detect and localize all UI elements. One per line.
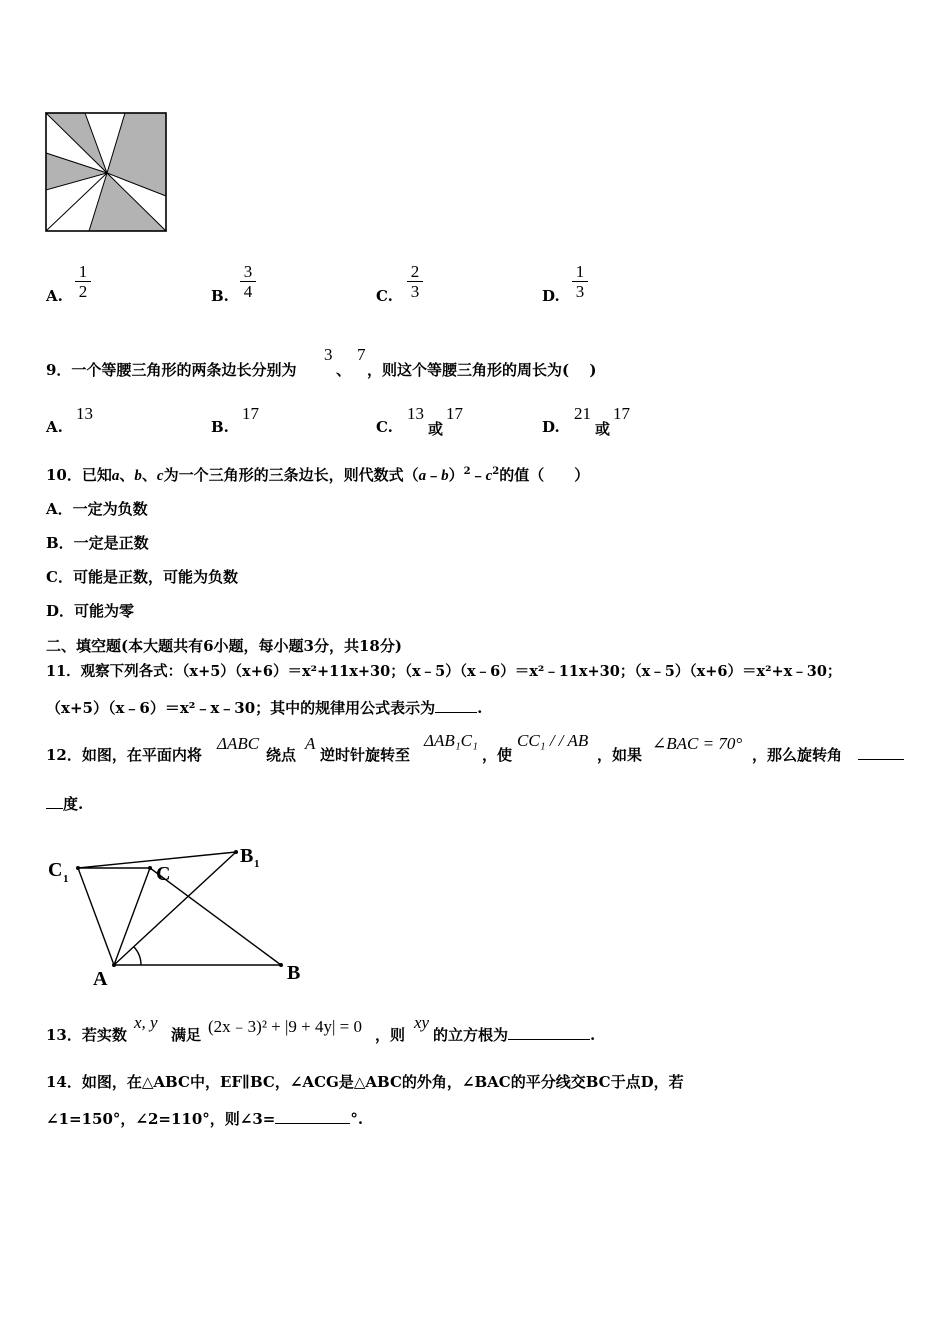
q10-suffix: 的值（ ） bbox=[499, 466, 590, 484]
q9-option-a-letter: A. bbox=[46, 418, 63, 436]
q9-option-b-value: 17 bbox=[242, 404, 259, 423]
q12-text: 12．如图，在平面内将 bbox=[46, 746, 202, 764]
q9-question bbox=[46, 359, 296, 380]
label-c1: C bbox=[48, 859, 63, 881]
q9-separator: 、 bbox=[336, 361, 352, 379]
q11-line-2 bbox=[46, 697, 482, 718]
q9-option-c-value-1: 13 bbox=[407, 404, 424, 423]
q12-text: ，那么旋转角 bbox=[752, 746, 843, 764]
answer-blank[interactable] bbox=[508, 1025, 590, 1040]
q13-tail bbox=[433, 1024, 595, 1045]
q13-math-equation: (2x﹣3)² + |9 + 4y| = 0 bbox=[208, 1017, 362, 1036]
q9-option-d-letter: D. bbox=[542, 418, 560, 436]
q9-option-d-or: 或 bbox=[595, 420, 611, 438]
q9-option-c-letter: C. bbox=[376, 418, 393, 436]
rotation-figure bbox=[44, 840, 314, 990]
minus-sign: ﹣ bbox=[470, 466, 486, 484]
q8-option-d-letter: D. bbox=[542, 287, 560, 305]
q12-text: ，如果 bbox=[597, 746, 643, 764]
q10-option-d: D．可能为零 bbox=[46, 602, 135, 620]
q11-end: . bbox=[477, 699, 483, 717]
q11-line-1: 11．观察下列各式：（x+5）（x+6）＝x²+11x+30；（x﹣5）（x﹣6）＝x²﹣11x+30；（x﹣5）（x+6）＝x²+x﹣30； bbox=[46, 663, 842, 680]
denominator: 3 bbox=[410, 282, 420, 301]
q10-middle: 为一个三角形的三条边长，则代数式（ bbox=[163, 466, 419, 484]
label-a: A bbox=[93, 968, 108, 990]
q10-prefix: 10．已知 bbox=[46, 466, 112, 484]
var-a: a bbox=[418, 468, 427, 484]
var-b: b bbox=[134, 468, 142, 484]
pinwheel-square-figure bbox=[45, 112, 167, 232]
denominator: 4 bbox=[243, 282, 253, 301]
q8-option-b-fraction bbox=[240, 262, 256, 302]
q9-option-c-or: 或 bbox=[428, 420, 444, 438]
q13-text: 满足 bbox=[171, 1026, 202, 1044]
minus-sign: ﹣ bbox=[426, 466, 442, 484]
q9-option-d-value-1: 21 bbox=[574, 404, 591, 423]
q8-option-c-letter: C. bbox=[376, 287, 393, 305]
label-b1: B bbox=[240, 845, 254, 867]
q13-math-product: xy bbox=[414, 1013, 430, 1032]
answer-blank[interactable] bbox=[858, 745, 904, 760]
var-b: b bbox=[441, 468, 449, 484]
q12-math-parallel: CC₁ / / AB bbox=[517, 731, 589, 750]
q14-line-2-text: ∠1=150°，∠2=110°，则∠3= bbox=[46, 1110, 276, 1128]
q12-math-triangle-ab1c1: ΔAB₁C₁ bbox=[424, 731, 478, 750]
exponent: 2 bbox=[492, 466, 500, 477]
numerator: 1 bbox=[572, 262, 588, 282]
label-c1-subscript: 1 bbox=[63, 873, 69, 885]
q8-option-a-letter: A. bbox=[46, 287, 63, 305]
q9-value-2: 7 bbox=[357, 345, 366, 364]
answer-blank[interactable] bbox=[275, 1109, 350, 1124]
q12-text: 逆时针旋转至 bbox=[320, 746, 411, 764]
q10-option-b: B．一定是正数 bbox=[46, 534, 149, 552]
q12-math-angle: ∠BAC = 70° bbox=[652, 734, 743, 753]
q9-prefix: 9．一个等腰三角形的两条边长分别为 bbox=[46, 361, 297, 379]
q9-suffix: ，则这个等腰三角形的周长为( ) bbox=[367, 361, 597, 379]
label-b1-subscript: 1 bbox=[254, 858, 260, 870]
numerator: 3 bbox=[240, 262, 256, 282]
q12-math-triangle-abc: ΔABC bbox=[217, 734, 260, 753]
q9-option-d-value-2: 17 bbox=[613, 404, 630, 423]
q12-text: ，使 bbox=[482, 746, 513, 764]
q8-option-a-fraction bbox=[75, 262, 91, 302]
q11-line-2-text: （x+5）（x﹣6）＝x²﹣x﹣30；其中的规律用公式表示为 bbox=[46, 699, 436, 717]
answer-blank[interactable] bbox=[46, 794, 63, 809]
q12-text: 绕点 bbox=[266, 746, 297, 764]
q8-option-d-fraction bbox=[572, 262, 588, 302]
q9-value-1: 3 bbox=[324, 345, 333, 364]
q8-option-c-fraction bbox=[407, 262, 423, 302]
q13-end: . bbox=[590, 1026, 596, 1044]
answer-blank[interactable] bbox=[435, 698, 477, 713]
var-c: c bbox=[156, 468, 164, 484]
q12-question bbox=[46, 744, 202, 765]
q12-line-2 bbox=[46, 793, 83, 814]
denominator: 2 bbox=[78, 282, 88, 301]
q13-math-xy: x, y bbox=[134, 1013, 158, 1032]
close-paren: ） bbox=[448, 466, 464, 484]
section-heading: 二、填空题(本大题共有6小题，每小题3分，共18分) bbox=[46, 637, 402, 655]
q10-sep: 、 bbox=[141, 466, 157, 484]
q10-sep: 、 bbox=[119, 466, 135, 484]
exponent: 2 bbox=[463, 466, 471, 477]
q8-option-b-letter: B. bbox=[211, 287, 229, 305]
var-a: a bbox=[111, 468, 120, 484]
q9-option-a-value: 13 bbox=[76, 404, 93, 423]
q14-line-1: 14．如图，在△ABC中，EF∥BC，∠ACG是△ABC的外角，∠BAC的平分线交BC于点D，若 bbox=[46, 1073, 684, 1091]
numerator: 2 bbox=[407, 262, 423, 282]
q14-line-2 bbox=[46, 1108, 363, 1129]
q10-option-a: A．一定为负数 bbox=[46, 500, 148, 518]
q9-option-b-letter: B. bbox=[211, 418, 229, 436]
var-c: c bbox=[485, 468, 493, 484]
q13-text: 13．若实数 bbox=[46, 1026, 127, 1044]
label-c: C bbox=[156, 863, 171, 885]
q12-line-2-text: 度. bbox=[63, 795, 84, 813]
q14-end: °. bbox=[350, 1110, 364, 1128]
q13-text: ，则 bbox=[375, 1026, 406, 1044]
q10-question bbox=[46, 464, 589, 485]
q10-option-c: C．可能是正数，可能为负数 bbox=[46, 568, 238, 586]
denominator: 3 bbox=[575, 282, 585, 301]
numerator: 1 bbox=[75, 262, 91, 282]
q13-text: 的立方根为 bbox=[433, 1026, 509, 1044]
label-b: B bbox=[287, 962, 301, 984]
q12-math-point-a: A bbox=[305, 734, 316, 753]
q9-option-c-value-2: 17 bbox=[446, 404, 463, 423]
